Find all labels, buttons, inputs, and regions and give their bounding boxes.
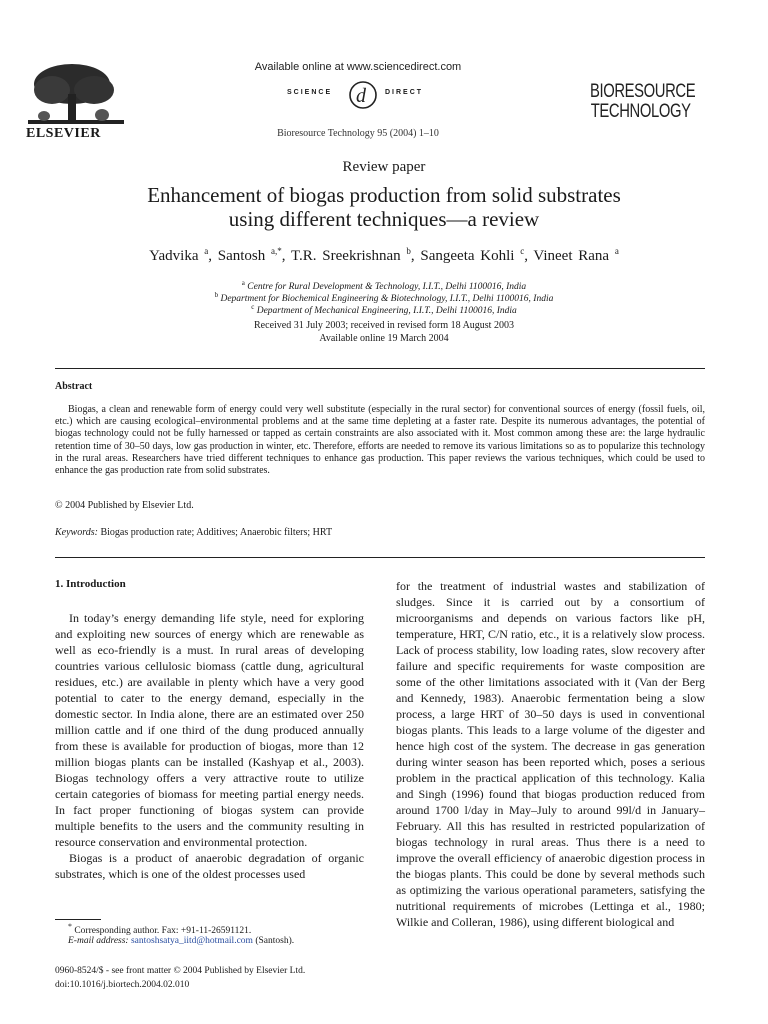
footnote-rule: [55, 919, 101, 920]
keywords: [55, 527, 332, 538]
journal-reference: Bioresource Technology 95 (2004) 1–10: [277, 128, 439, 139]
author-affil-mark: a: [614, 246, 619, 256]
sd-direct-text: DIRECT: [385, 89, 424, 96]
author-name: Sangeeta Kohli: [420, 248, 515, 264]
svg-text:d: d: [356, 85, 366, 107]
author-name: Yadvika: [149, 248, 199, 264]
received-dates: Received 31 July 2003; received in revised form 18 August 2003: [254, 320, 514, 331]
abstract-copyright: © 2004 Published by Elsevier Ltd.: [55, 500, 194, 511]
intro-paragraph-1: In today’s energy demanding life style, need for exploring and exploiting new sources of energy which are renewable as well as eco-friendly is a must. In rural areas of developing countries various cellulosic biomass (cattle dung, agricultural residues, etc.) are available in plenty which have a very good potential to cater to the energy demand, especially in the domestic sector. In India alone, there are an estimated over 250 million cattle and if one third of the dung produced annually from these is available for production of biogas, more than 12 million biogas plants can be installed (Kashyap et al., 2003). Biogas technology offers a very attractive route to utilize certain categories of biomass for meeting partial energy needs. In fact proper functioning of biogas system can provide multiple benefits to the users and the community resulting in resource conservation and environmental protection.: [55, 611, 364, 849]
affil-text: Department of Mechanical Engineering, I.I.T., Delhi 1100016, India: [256, 306, 517, 317]
corresponding-text: Corresponding author. Fax: +91-11-26591121.: [74, 926, 252, 937]
corresponding-author-note: [68, 922, 251, 936]
affil-text: Department for Biochemical Engineering & Biotechnology, I.I.T., Delhi 1100016, India: [220, 294, 554, 305]
affiliation-c: [0, 303, 768, 316]
keywords-label: Keywords:: [55, 527, 98, 538]
footnote-mark: *: [68, 922, 72, 931]
author-list: Yadvika $^a$, Santosh $^{a,*}$, T.R. Sreekrishnan $^b$, Sangeeta Kohli $^c$, Vineet Rana $^a$: [149, 246, 619, 264]
sciencedirect-logo: [287, 80, 457, 110]
author-name: Santosh: [217, 248, 266, 264]
available-online-date: Available online 19 March 2004: [319, 333, 449, 344]
abstract-heading: Abstract: [55, 381, 93, 392]
journal-logo-line1: BIORESOURCE: [590, 81, 696, 102]
affil-mark: b: [214, 291, 219, 299]
author-name: T.R. Sreekrishnan: [291, 248, 401, 264]
intro-paragraph-continued: for the treatment of industrial wastes and stabilization of sludges. Since it is carried out by a consortium of microorganisms and depends on various factors like pH, temperature, HRT, C/N ratio, etc., it is a relatively slow process. Lack of process stability, low loading rates, slow recovery after failure and specific requirements for waste composition are some of the other limitations associated with it (Van der Berg and Kennedy, 1983). Anaerobic fermentation being a slow process, a large HRT of 30–50 days is used in conventional biogas plants. This leads to a large volume of the digester and hence high cost of the system. The decrease in gas generation during winter season has been reported which, poses a serious problem in the practical application of this technology. Kalia and Singh (1996) found that biogas production reduced from around 1700 l/day in May–July to around 99l/d in January–February. All this has resulted in restricted popularization of biogas technology in rural areas. Thus there is a need to improve the overall efficiency of anaerobic digestion process in the biogas plants. This could be done by several methods such as optimizing the various operational parameters, satisfying the nutritional requirements of microbes (Lettinga et al., 1980; Wilkie and Colleran, 1986), using different biological and: [396, 579, 705, 929]
intro-paragraph-2: Biogas is a product of anaerobic degradation of organic substrates, which is one of the oldest processes used: [55, 851, 364, 881]
doi-line[interactable]: doi:10.1016/j.biortech.2004.02.010: [55, 980, 190, 990]
title-line-1: Enhancement of biogas production from solid substrates: [147, 183, 621, 207]
section-heading: 1. Introduction: [55, 578, 126, 590]
email-label: E-mail address:: [68, 936, 129, 946]
publisher-name: ELSEVIER: [26, 126, 101, 141]
paper-title: [0, 183, 768, 231]
author-name: Vineet Rana: [533, 248, 610, 264]
divider-bottom: [55, 557, 705, 558]
divider-top: [55, 368, 705, 369]
paper-type: Review paper: [342, 159, 426, 175]
affil-mark: c: [251, 303, 255, 311]
keywords-list: Biogas production rate; Additives; Anaerobic filters; HRT: [100, 527, 333, 538]
sd-at-icon: [347, 80, 379, 110]
available-online-link[interactable]: Available online at www.sciencedirect.com: [254, 61, 462, 73]
email-note: [68, 936, 294, 946]
author-affil-mark: b: [406, 246, 411, 256]
journal-logo: [590, 81, 696, 122]
left-column: [55, 610, 364, 882]
affil-mark: a: [241, 279, 245, 287]
author-affil-mark: c: [520, 246, 525, 256]
journal-logo-line2: TECHNOLOGY: [590, 101, 691, 122]
affil-text: Centre for Rural Development & Technology, I.I.T., Delhi 1100016, India: [247, 282, 527, 293]
title-line-2: using different techniques—a review: [228, 207, 540, 231]
email-link[interactable]: santoshsatya_iitd@hotmail.com: [130, 936, 253, 946]
author-affil-mark: a: [204, 246, 209, 256]
email-suffix: (Santosh).: [255, 936, 295, 946]
author-affil-mark: a,*: [271, 246, 282, 256]
issn-line: 0960-8524/$ - see front matter © 2004 Published by Elsevier Ltd.: [55, 966, 306, 976]
abstract-text: Biogas, a clean and renewable form of energy could very well substitute (especially in the rural sector) for conventional sources of energy (fossil fuels, oil, etc.) which are causing ecological–environmental problems and at the same time depleting at a faster rate. Despite its numerous advantages, the potential of biogas technology could not be fully harnessed or tapped as certain constraints are also associated with it. Most common among these are: the large hydraulic retention time of 30–50 days, low gas production in winter, etc. Therefore, efforts are needed to remove its various limitations so as to popularize this technology in the rural areas. Researchers have tried different techniques to enhance gas production. This paper reviews the various techniques, which could be used to enhance the gas production rate from solid substrates.: [55, 404, 705, 477]
right-column: [396, 578, 705, 930]
sd-science-text: SCIENCE: [287, 89, 333, 96]
